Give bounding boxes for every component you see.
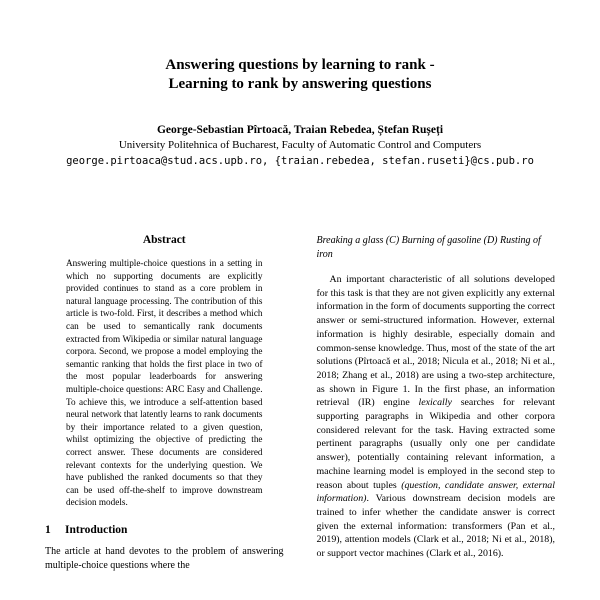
abstract-heading: Abstract (142, 234, 186, 246)
abstract-text: Answering multiple-choice questions in a setting in which no supporting documents are explicitly provided continues to stand as a core problem in natural language processing. The contribution of this article is two-fold. First, it describes a method which can be used to semantically rank documents extracted from Wikipedia or similar natural language corpora. Second, we propose a model employing the semantic ranking that holds the first place in two of the most popular leaderboards for answering multiple-choice questions: ARC Easy and Challenge. To achieve this, we introduce a self-attention based neural network that latently learns to rank documents by their importance related to a given question, whilst optimizing the objective of predicting the correct answer. These documents are considered relevant contexts for the underlying question. We have published the ranked documents so that they can be used off-the-shelf to improve downstream decision models. (66, 258, 263, 508)
paragraph-segment: searches for relevant supporting paragraphs in Wikipedia and other corpora considered relevant for the task. Having extracted some pertinent paragraphs (usually only one per candidate answer), potentially containing relevant information, a machine learning model is employed in the second step to reason about tuples (316, 397, 556, 491)
left-column (45, 234, 284, 572)
paragraph-segment: . Various downstream decision models are trained to infer whether the candidate answer is correct given the external information: transformers (Pan et al., 2019), attention models (Clark et al., 2018; Ni et al., 2018), or support vector machines (Clark et al., 2016). (316, 493, 555, 560)
right-column (317, 234, 556, 561)
title-line-1: Answering questions by learning to rank - (165, 57, 435, 73)
title-line-2: Learning to rank by answering questions (168, 76, 432, 92)
authors-line: George-Sebastian Pîrtoacă, Traian Rebedea, Ștefan Rușeți (156, 124, 444, 136)
paragraph-segment-italic: (question, candidate answer, external information) (316, 479, 555, 505)
page-title (0, 56, 600, 94)
affiliation-line: University Politehnica of Bucharest, Faculty of Automatic Control and Computers (118, 139, 482, 151)
paper-header (0, 0, 600, 168)
paragraph-segment-italic: lexically (418, 397, 452, 409)
section-1-heading (45, 524, 284, 536)
answer-options-fragment: Breaking a glass (C) Burning of gasoline (D) Rusting of iron (316, 235, 541, 260)
introduction-paragraph: The article at hand devotes to the problem of answering multiple-choice questions where the (45, 545, 284, 571)
section-1-title: Introduction (65, 523, 128, 536)
emails-line: george.pirtoaca@stud.acs.upb.ro, {traian.rebedea, stefan.ruseti}@cs.pub.ro (66, 155, 534, 167)
two-column-body (0, 234, 600, 572)
paragraph-segment: An important characteristic of all solutions developed for this task is that they are not given explicitly any external information in the form of documents supporting the correct answer or semi-structured information. However, external information is highly desirable, especially domain and common-sense knowledge. Thus, most of the state of the art solutions (Pîrtoacă et al., 2018; Nicula et al., 2018; Ni et al., 2018; Zhang et al., 2018) are using a two-step architecture, as shown in Figure 1. In the first phase, an information retrieval (IR) engine (316, 274, 555, 409)
body-paragraph (317, 273, 556, 561)
section-1-number: 1 (45, 523, 51, 536)
